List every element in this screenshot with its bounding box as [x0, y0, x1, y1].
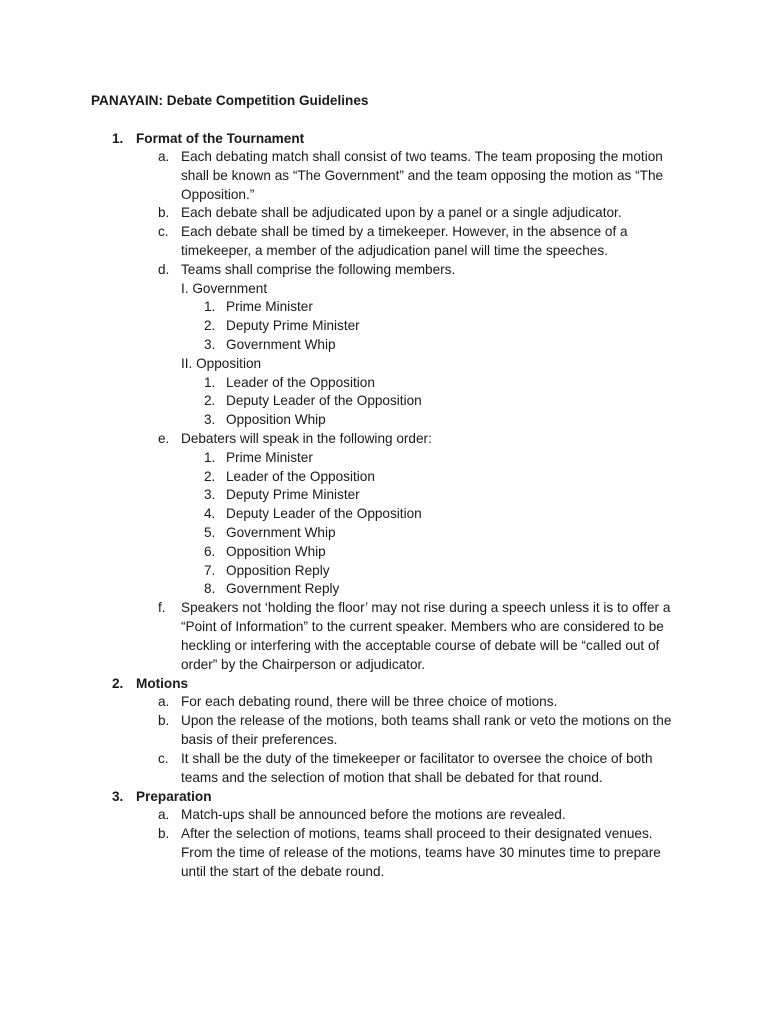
team-member	[0, 298, 768, 317]
item-text: Debaters will speak in the following order:	[181, 430, 432, 446]
section-title: Preparation	[136, 789, 212, 805]
section-format	[0, 129, 768, 674]
speaking-order-item	[0, 580, 768, 599]
member-role: Leader of the Opposition	[226, 374, 375, 390]
order-role: Leader of the Opposition	[226, 468, 375, 484]
item-letter: c.	[158, 750, 169, 766]
document-body	[0, 129, 768, 881]
list-item	[0, 148, 768, 204]
member-number: 1.	[204, 374, 216, 390]
order-number: 8.	[204, 581, 216, 597]
item-letter: c.	[158, 224, 169, 240]
list-item	[0, 223, 768, 261]
section-number: 2.	[112, 676, 124, 692]
item-letter: a.	[158, 807, 170, 823]
order-role: Deputy Prime Minister	[226, 487, 360, 503]
list-item	[0, 750, 768, 788]
item-letter: e.	[158, 430, 170, 446]
speaking-order-item	[0, 505, 768, 524]
item-letter: a.	[158, 149, 170, 164]
speaking-order-item	[0, 449, 768, 468]
section-heading	[0, 129, 768, 148]
member-number: 3.	[204, 412, 216, 428]
order-number: 1.	[204, 449, 216, 465]
order-role: Prime Minister	[226, 449, 313, 465]
item-letter: a.	[158, 694, 170, 710]
item-letter: f.	[158, 600, 166, 616]
item-letter: b.	[158, 713, 170, 729]
team-member	[0, 317, 768, 336]
member-number: 2.	[204, 393, 216, 409]
item-letter: b.	[158, 826, 170, 842]
order-number: 2.	[204, 468, 216, 484]
item-letter: b.	[158, 205, 170, 221]
list-item	[0, 806, 768, 825]
section-preparation	[0, 787, 768, 881]
member-role: Government Whip	[226, 336, 336, 352]
member-number: 1.	[204, 299, 216, 315]
team-member	[0, 336, 768, 355]
section-number: 3.	[112, 789, 124, 805]
section-number: 1.	[112, 131, 124, 146]
item-text: Match-ups shall be announced before the motions are revealed.	[181, 807, 566, 823]
list-item	[0, 712, 768, 750]
order-number: 7.	[204, 562, 216, 578]
team-group-label: II. Opposition	[181, 355, 262, 371]
document-title: PANAYAIN: Debate Competition Guidelines	[91, 93, 369, 108]
order-role: Government Whip	[226, 524, 336, 540]
member-number: 3.	[204, 336, 216, 352]
list-item	[0, 204, 768, 223]
member-number: 2.	[204, 318, 216, 334]
item-text: Speakers not ‘holding the floor’ may not rise during a speech unless it is to offer a “Point of Information” to the current speaker. Members who are considered to be heckling or interfering with the acceptable course of debate will be “called out of order” by the Chairperson or adjudicator.	[181, 600, 671, 672]
item-text: Each debating match shall consist of two teams. The team proposing the motion shall be known as “The Government” and the team opposing the motion as “The Opposition.”	[181, 149, 664, 202]
list-item	[0, 693, 768, 712]
order-number: 4.	[204, 506, 216, 522]
order-number: 3.	[204, 487, 216, 503]
order-number: 5.	[204, 524, 216, 540]
item-text: Each debate shall be adjudicated upon by a panel or a single adjudicator.	[181, 205, 622, 221]
list-item	[0, 599, 768, 674]
item-text: It shall be the duty of the timekeeper or facilitator to oversee the choice of both teams and the selection of motion that shall be debated for that round.	[181, 750, 653, 785]
team-member	[0, 374, 768, 393]
item-text: Upon the release of the motions, both teams shall rank or veto the motions on the basis of their preferences.	[181, 713, 672, 747]
section-title: Motions	[136, 676, 189, 692]
item-text: Each debate shall be timed by a timekeeper. However, in the absence of a timekeeper, a member of the adjudication panel will time the speeches.	[181, 224, 628, 258]
item-text: Teams shall comprise the following members.	[181, 261, 456, 277]
section-title: Format of the Tournament	[136, 131, 305, 146]
member-role: Deputy Leader of the Opposition	[226, 393, 422, 409]
speaking-order-item	[0, 543, 768, 562]
member-role: Prime Minister	[226, 299, 313, 315]
member-role: Opposition Whip	[226, 412, 326, 428]
list-item	[0, 430, 768, 449]
speaking-order-item	[0, 468, 768, 487]
section-heading	[0, 674, 768, 693]
order-role: Opposition Reply	[226, 562, 330, 578]
member-role: Deputy Prime Minister	[226, 318, 360, 334]
speaking-order-item	[0, 486, 768, 505]
order-role: Opposition Whip	[226, 543, 326, 559]
section-motions	[0, 674, 768, 787]
list-item	[0, 825, 768, 881]
team-group-label: I. Government	[181, 280, 268, 296]
team-member	[0, 411, 768, 430]
speaking-order-item	[0, 524, 768, 543]
order-number: 6.	[204, 543, 216, 559]
item-letter: d.	[158, 261, 170, 277]
item-text: For each debating round, there will be three choice of motions.	[181, 694, 558, 710]
section-heading	[0, 787, 768, 806]
order-role: Deputy Leader of the Opposition	[226, 506, 422, 522]
team-member	[0, 392, 768, 411]
list-item	[0, 261, 768, 280]
speaking-order-item	[0, 562, 768, 581]
item-text: After the selection of motions, teams shall proceed to their designated venues. From the time of release of the motions, teams have 30 minutes time to prepare until the start of the debate round.	[181, 826, 661, 879]
order-role: Government Reply	[226, 581, 340, 597]
